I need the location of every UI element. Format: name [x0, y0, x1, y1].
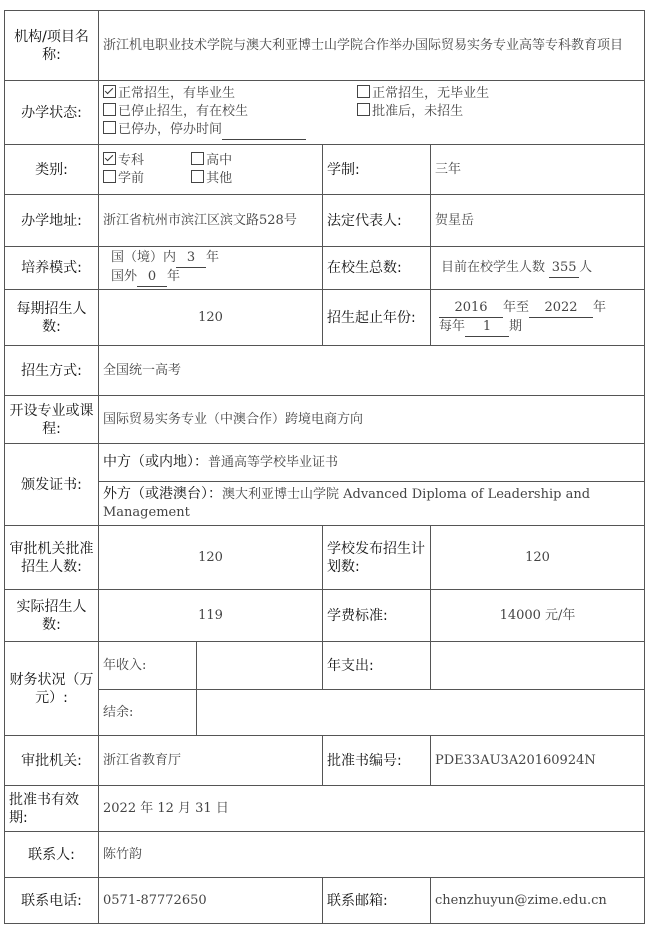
phone-email-row — [5, 878, 645, 924]
abroad-years[interactable]: 0 — [137, 268, 167, 287]
category-row — [5, 145, 645, 195]
expense-label: 年支出: — [323, 642, 431, 690]
category-option-3[interactable]: 学前 — [103, 170, 187, 188]
status-option-2[interactable]: 正常招生，无毕业生 — [357, 85, 489, 103]
category-option-4[interactable]: 其他 — [191, 170, 232, 188]
checkbox-empty-icon — [103, 170, 116, 183]
category-option-1[interactable]: 专科 — [103, 152, 187, 170]
certificate-cn-label: 中方（或内地）： — [103, 454, 208, 470]
cert-no-value: PDE33AU3A20160924N — [431, 736, 645, 786]
checkbox-checked-icon — [103, 85, 116, 98]
per-year-count[interactable]: 1 — [465, 318, 509, 337]
institution-row — [5, 11, 645, 81]
finance-label: 财务状况（万元）: — [5, 642, 99, 736]
certificate-foreign-value: 澳大利亚博士山学院 Advanced Diploma of Leadership and Management — [103, 487, 591, 520]
duration-value: 三年 — [431, 145, 645, 195]
major-row — [5, 396, 645, 444]
major-label: 开设专业或课程: — [5, 396, 99, 444]
validity-value: 2022 年 12 月 31 日 — [99, 786, 645, 832]
end-year[interactable]: 2022 — [529, 299, 593, 318]
enrollment-period-value: 2016 年至 2022 年 每年 1 期 — [431, 290, 645, 346]
program-info-table — [4, 10, 645, 924]
status-option-4[interactable]: 批准后，未招生 — [357, 103, 463, 121]
duration-label: 学制: — [323, 145, 431, 195]
method-value: 全国统一高考 — [99, 346, 645, 396]
actual-enroll-value: 119 — [99, 590, 323, 642]
category-options — [99, 145, 323, 195]
checkbox-empty-icon — [191, 170, 204, 183]
checkbox-empty-icon — [103, 121, 116, 134]
phone-label: 联系电话: — [5, 878, 99, 924]
enrollment-label: 每期招生人数: — [5, 290, 99, 346]
balance-value[interactable] — [197, 690, 645, 736]
balance-label: 结余: — [99, 690, 197, 736]
plan-value: 120 — [431, 526, 645, 590]
closed-date-blank[interactable] — [222, 121, 306, 140]
enrollment-row — [5, 290, 645, 346]
students-label: 在校生总数: — [323, 247, 431, 290]
status-option-3[interactable]: 已停止招生，有在校生 — [103, 103, 353, 121]
domestic-years[interactable]: 3 — [176, 249, 206, 268]
email-value[interactable]: chenzhuyun@zime.edu.cn — [431, 878, 645, 924]
approved-enroll-row — [5, 526, 645, 590]
checkbox-empty-icon — [357, 103, 370, 116]
authority-label: 审批机关: — [5, 736, 99, 786]
validity-row — [5, 786, 645, 832]
certificate-foreign-row — [5, 482, 645, 526]
authority-value: 浙江省教育厅 — [99, 736, 323, 786]
income-value[interactable] — [197, 642, 323, 690]
actual-enroll-label: 实际招生人数: — [5, 590, 99, 642]
status-options — [99, 81, 645, 145]
plan-label: 学校发布招生计划数: — [323, 526, 431, 590]
checkbox-empty-icon — [357, 85, 370, 98]
institution-value: 浙江机电职业技术学院与澳大利亚博士山学院合作举办国际贸易实务专业高等专科教育项目 — [99, 11, 645, 81]
certificate-foreign — [99, 482, 645, 526]
approved-enroll-label: 审批机关批准招生人数: — [5, 526, 99, 590]
finance-row-2 — [5, 690, 645, 736]
enrollment-period-label: 招生起止年份: — [323, 290, 431, 346]
status-option-1[interactable]: 正常招生，有毕业生 — [103, 85, 353, 103]
authority-row — [5, 736, 645, 786]
expense-value[interactable] — [431, 642, 645, 690]
finance-row-1 — [5, 642, 645, 690]
status-label: 办学状态: — [5, 81, 99, 145]
address-row — [5, 195, 645, 247]
training-value: 国（境）内 3 年 国外 0 年 — [99, 247, 323, 290]
status-row — [5, 81, 645, 145]
certificate-cn-value: 普通高等学校毕业证书 — [208, 455, 339, 470]
major-value: 国际贸易实务专业（中澳合作）跨境电商方向 — [99, 396, 645, 444]
legal-rep-value: 贺星岳 — [431, 195, 645, 247]
validity-label: 批准书有效期: — [5, 786, 99, 832]
actual-enroll-row — [5, 590, 645, 642]
income-label: 年收入: — [99, 642, 197, 690]
certificate-cn-row — [5, 444, 645, 482]
contact-value: 陈竹韵 — [99, 832, 645, 878]
training-row — [5, 247, 645, 290]
method-row — [5, 346, 645, 396]
checkbox-empty-icon — [191, 152, 204, 165]
certificate-cn — [99, 444, 645, 482]
category-label: 类别: — [5, 145, 99, 195]
training-label: 培养模式: — [5, 247, 99, 290]
students-count[interactable]: 355 — [549, 259, 579, 278]
contact-row — [5, 832, 645, 878]
checkbox-empty-icon — [103, 103, 116, 116]
method-label: 招生方式: — [5, 346, 99, 396]
phone-value[interactable]: 0571-87772650 — [99, 878, 323, 924]
address-label: 办学地址: — [5, 195, 99, 247]
category-option-2[interactable]: 高中 — [191, 152, 232, 170]
status-option-5[interactable]: 已停办，停办时间 — [103, 121, 306, 140]
checkbox-checked-icon — [103, 152, 116, 165]
certificate-label: 颁发证书: — [5, 444, 99, 526]
legal-rep-label: 法定代表人: — [323, 195, 431, 247]
certificate-foreign-label: 外方（或港澳台）： — [103, 486, 222, 502]
email-label: 联系邮箱: — [323, 878, 431, 924]
contact-label: 联系人: — [5, 832, 99, 878]
institution-label: 机构/项目名称: — [5, 11, 99, 81]
enrollment-value: 120 — [99, 290, 323, 346]
cert-no-label: 批准书编号: — [323, 736, 431, 786]
start-year[interactable]: 2016 — [439, 299, 503, 318]
students-value: 目前在校学生人数 355 人 — [431, 247, 645, 290]
fee-label: 学费标准: — [323, 590, 431, 642]
approved-enroll-value: 120 — [99, 526, 323, 590]
address-value: 浙江省杭州市滨江区滨文路528号 — [99, 195, 323, 247]
fee-value: 14000 元/年 — [431, 590, 645, 642]
